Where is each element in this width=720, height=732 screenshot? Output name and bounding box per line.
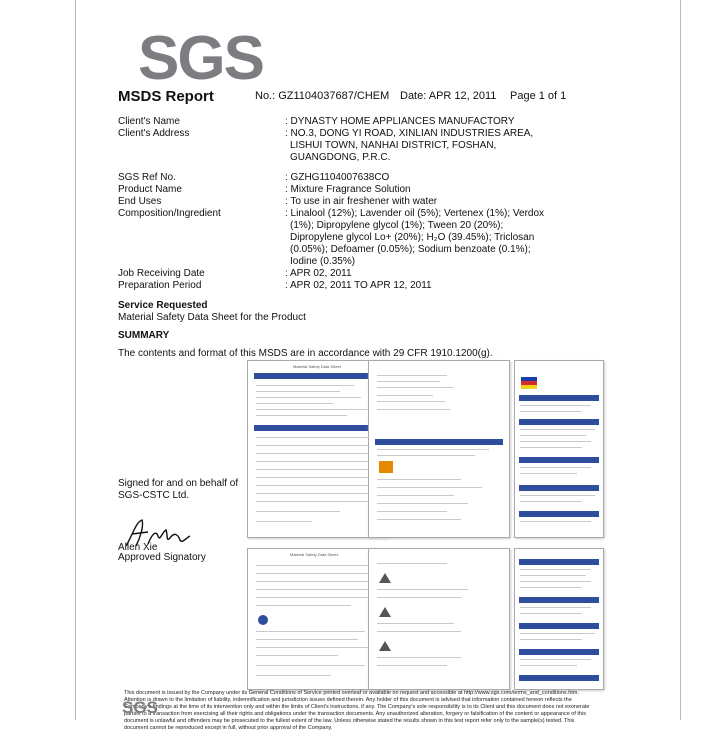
ppe-icon — [258, 615, 268, 625]
transport-pictogram-icon — [379, 573, 391, 583]
product-name-value: : Mixture Fragrance Solution — [285, 184, 411, 195]
client-address-label: Client's Address — [118, 128, 190, 139]
signed-on-behalf: Signed for and on behalf of — [118, 478, 239, 489]
msds-page-thumb-3 — [514, 360, 604, 538]
service-requested-title: Service Requested — [118, 300, 208, 311]
report-date: Date: APR 12, 2011 — [400, 90, 497, 102]
signatory-name: Allen Xie — [118, 542, 158, 553]
company-name: SGS-CSTC Ltd. — [118, 490, 190, 501]
page-indicator: Page 1 of 1 — [510, 90, 567, 102]
sgs-ref-value: : GZHG1104007638CO — [285, 172, 390, 183]
composition-line3: Dipropylene glycol Lo+ (20%); H₂O (39.45%); Triclosan — [290, 232, 535, 243]
report-number: No.: GZ1104037687/CHEM — [255, 90, 390, 102]
msds-page-thumb-4 — [247, 548, 385, 690]
client-name-value: : DYNASTY HOME APPLIANCES MANUFACTORY — [285, 116, 515, 127]
summary-text: The contents and format of this MSDS are in accordance with 29 CFR 1910.1200(g). — [118, 348, 493, 359]
section-band — [519, 457, 600, 463]
preparation-period-value: : APR 02, 2011 TO APR 12, 2011 — [285, 280, 432, 291]
section-band — [519, 675, 600, 681]
section-band — [519, 395, 600, 401]
section-band — [519, 511, 600, 517]
job-receiving-value: : APR 02, 2011 — [285, 268, 352, 279]
composition-line1: : Linalool (12%); Lavender oil (5%); Vertenex (1%); Verdox — [285, 208, 545, 219]
composition-line5: Iodine (0.35%) — [290, 256, 356, 267]
sgs-ref-label: SGS Ref No. — [118, 172, 176, 183]
nfpa-diamond-icon — [521, 377, 537, 389]
section-band — [519, 649, 600, 655]
section-band — [519, 485, 600, 491]
composition-line2: (1%); Dipropylene glycol (1%); Tween 20 (20%); — [290, 220, 504, 231]
section-band — [519, 419, 600, 425]
composition-line4: (0.05%); Defoamer (0.05%); Sodium benzoate (0.1%); — [290, 244, 531, 255]
sgs-logo: SGS — [138, 24, 263, 93]
preparation-period-label: Preparation Period — [118, 280, 202, 291]
footer-sgs-logo: SGS — [122, 698, 158, 717]
product-name-label: Product Name — [118, 184, 182, 195]
summary-title: SUMMARY — [118, 330, 170, 341]
section-band — [375, 439, 504, 445]
msds-page-thumb-2 — [368, 360, 510, 538]
msds-page-thumb-5 — [368, 548, 510, 690]
section-band — [254, 373, 383, 379]
thumb-title: Material Safety Data Sheet — [293, 364, 341, 369]
client-address-line2: LISHUI TOWN, NANHAI DISTRICT, FOSHAN, — [290, 140, 497, 151]
transport-pictogram-icon — [379, 607, 391, 617]
end-uses-value: : To use in air freshener with water — [285, 196, 438, 207]
section-band — [254, 425, 383, 431]
client-address-line1: : NO.3, DONG YI ROAD, XINLIAN INDUSTRIES AREA, — [285, 128, 534, 139]
msds-page-thumb-6 — [514, 548, 604, 690]
signatory-role: Approved Signatory — [118, 552, 206, 563]
transport-pictogram-icon — [379, 641, 391, 651]
section-band — [519, 597, 600, 603]
thumb-title: Material Safety Data Sheet — [290, 552, 338, 557]
service-requested-text: Material Safety Data Sheet for the Product — [118, 312, 306, 323]
section-band — [519, 623, 600, 629]
section-band — [519, 559, 600, 565]
job-receiving-label: Job Receiving Date — [118, 268, 205, 279]
client-name-label: Client's Name — [118, 116, 180, 127]
client-address-line3: GUANGDONG, P.R.C. — [290, 152, 391, 163]
end-uses-label: End Uses — [118, 196, 162, 207]
legal-disclaimer: This document is issued by the Company under its General Conditions of Service printed overleaf or available on request and accessible at http://www.sgs.com/terms_and_conditions.htm. Attention is drawn to the limitation of liability, indemnification and jurisdiction issues defined therein. Any holder of this document is advised that information contained hereon reflects the Company's findings at the time of its intervention only and within the limits of Client's instructions, if any. The Company's sole responsibility is to its Client and this document does not exonerate parties to a transaction from exercising all their rights and obligations under the transaction documents. Any unauthorized alteration, forgery or falsification of the content or appearance of this document is unlawful and offenders may be prosecuted to the fullest extent of the law. Unless otherwise stated the results shown in this test report refer only to the sample(s) tested. This document cannot be reproduced except in full, without prior approval of the Company. — [124, 690, 590, 731]
composition-label: Composition/Ingredient — [118, 208, 221, 219]
hazard-symbol-icon — [379, 461, 393, 473]
report-title: MSDS Report — [118, 88, 214, 105]
